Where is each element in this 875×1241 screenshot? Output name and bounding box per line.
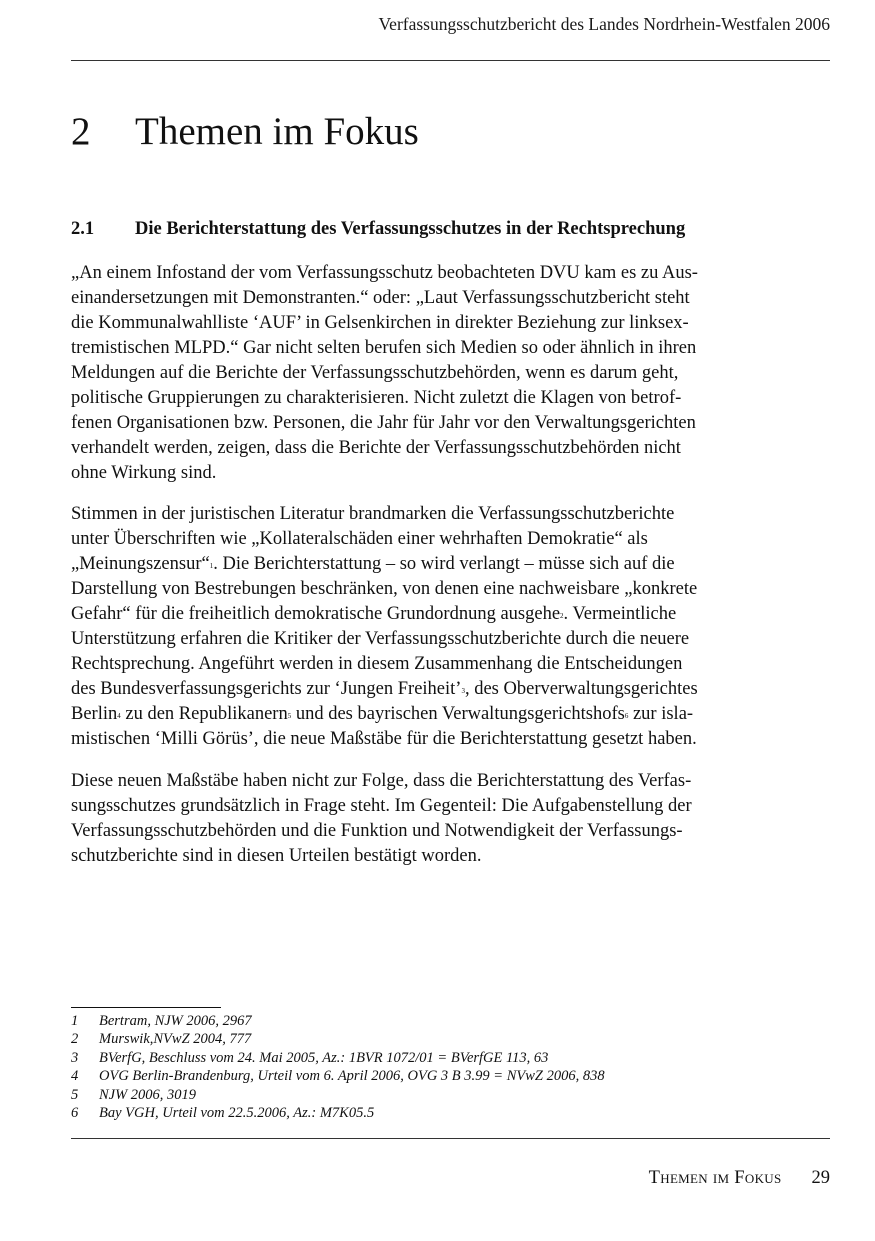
chapter-number: 2 <box>71 110 91 153</box>
footnote-number: 4 <box>71 1068 79 1085</box>
paragraph-1 <box>71 261 833 486</box>
section-heading <box>71 216 685 242</box>
footnote-number: 2 <box>71 1031 79 1048</box>
chapter-title: Themen im Fokus <box>135 110 419 153</box>
footnote <box>71 1049 831 1067</box>
footnote-number: 1 <box>71 1013 79 1029</box>
text-line: einandersetzungen mit Demonstranten.“ oder: „Laut Verfassungsschutzbericht steht <box>71 288 690 308</box>
footnote-text: NJW 2006, 3019 <box>99 1086 197 1103</box>
text-fragment: des Bundesverfassungsgerichts zur ‘Jungen Freiheit’ <box>71 679 462 699</box>
footnote-mark: 4 <box>117 711 121 720</box>
text-line: Darstellung von Bestrebungen beschränken, von denen eine nachweisbare „konkrete <box>71 579 698 599</box>
paragraph-2 <box>71 502 833 752</box>
footnote-mark: 1 <box>209 561 214 570</box>
footnote-text: BVerfG, Beschluss vom 24. Mai 2005, Az.: 1BVR 1072/01 = BVerfGE 113, 63 <box>99 1049 549 1066</box>
text-fragment: . Vermeintliche <box>563 604 677 624</box>
section-title: Die Berichterstattung des Verfassungsschutzes in der Rechtsprechung <box>135 219 686 239</box>
page-footer <box>649 1166 830 1190</box>
text-fragment: Berlin <box>71 704 118 724</box>
text-line <box>71 602 833 627</box>
footnote <box>71 1067 831 1085</box>
footnote-separator <box>71 1007 221 1008</box>
text-fragment: und des bayrischen Verwaltungsgerichtshofs <box>291 704 625 724</box>
text-line <box>71 702 833 727</box>
text-line: die Kommunalwahlliste ‘AUF’ in Gelsenkirchen in direkter Beziehung zur linksex- <box>71 313 689 333</box>
section-number: 2.1 <box>71 219 95 239</box>
text-line: schutzberichte sind in diesen Urteilen bestätigt worden. <box>71 846 482 866</box>
text-line: Diese neuen Maßstäbe haben nicht zur Folge, dass die Berichterstattung des Verfas- <box>71 771 692 791</box>
page-number: 29 <box>811 1168 830 1188</box>
chapter-heading <box>71 108 419 156</box>
footnote-text: OVG Berlin-Brandenburg, Urteil vom 6. April 2006, OVG 3 B 3.99 = NVwZ 2006, 838 <box>99 1068 605 1085</box>
text-fragment: zu den Republikanern <box>120 704 288 724</box>
header-rule <box>71 60 830 61</box>
text-line <box>71 552 833 577</box>
text-fragment: . Die Berichterstattung – so wird verlangt – müsse sich auf die <box>213 554 675 574</box>
text-line: fenen Organisationen bzw. Personen, die Jahr für Jahr vor den Verwaltungsgerichten <box>71 413 696 433</box>
text-line: tremistischen MLPD.“ Gar nicht selten berufen sich Medien so oder ähnlich in ihren <box>71 338 697 358</box>
footnote <box>71 1104 831 1122</box>
footnote-mark: 2 <box>560 611 564 620</box>
text-line: sungsschutzes grundsätzlich in Frage steht. Im Gegenteil: Die Aufgabenstellung der <box>71 796 692 816</box>
footnote <box>71 1086 831 1104</box>
footnote-number: 3 <box>71 1049 79 1066</box>
text-line: Meldungen auf die Berichte der Verfassungsschutzbehörden, wenn es darum geht, <box>71 363 679 383</box>
footnote-text: Bay VGH, Urteil vom 22.5.2006, Az.: M7K05.5 <box>99 1105 375 1122</box>
text-line: Rechtsprechung. Angeführt werden in diesem Zusammenhang die Entscheidungen <box>71 654 683 674</box>
text-line: Unterstützung erfahren die Kritiker der Verfassungsschutzberichte durch die neuere <box>71 629 690 649</box>
text-line: politische Gruppierungen zu charakterisieren. Nicht zuletzt die Klagen von betrof- <box>71 388 682 408</box>
text-line: „An einem Infostand der vom Verfassungsschutz beobachteten DVU kam es zu Aus- <box>71 263 698 283</box>
text-line: ohne Wirkung sind. <box>71 463 217 483</box>
text-fragment: , des Oberverwaltungsgerichtes <box>464 679 698 699</box>
footnote-mark: 5 <box>287 711 292 720</box>
running-footer-title: Themen im Fokus <box>648 1168 782 1188</box>
footnote-list <box>71 1012 831 1122</box>
text-line: unter Überschriften wie „Kollateralschäden einer wehrhaften Demokratie“ als <box>71 529 648 549</box>
text-line: Stimmen in der juristischen Literatur brandmarken die Verfassungsschutzberichte <box>71 504 675 524</box>
footer-rule <box>71 1138 830 1139</box>
text-fragment: zur isla- <box>628 704 694 724</box>
paragraph-3 <box>71 769 833 869</box>
footnote-number: 6 <box>71 1105 79 1122</box>
footnote <box>71 1012 831 1030</box>
text-fragment: „Meinungszensur“ <box>71 554 210 574</box>
footnote-text: Murswik,NVwZ 2004, 777 <box>99 1031 252 1048</box>
footnote <box>71 1030 831 1048</box>
text-line <box>71 677 833 702</box>
text-fragment: Gefahr“ für die freiheitlich demokratische Grundordnung ausgehe <box>71 604 561 624</box>
text-line: Verfassungsschutzbehörden und die Funktion und Notwendigkeit der Verfassungs- <box>71 821 683 841</box>
footnote-number: 5 <box>71 1086 79 1103</box>
footnote-mark: 3 <box>461 686 465 695</box>
text-line: verhandelt werden, zeigen, dass die Berichte der Verfassungsschutzbehörden nicht <box>71 438 681 458</box>
footnote-text: Bertram, NJW 2006, 2967 <box>99 1013 252 1029</box>
footnote-mark: 6 <box>624 711 629 720</box>
running-header: Verfassungsschutzbericht des Landes Nordrhein-Westfalen 2006 <box>378 14 830 34</box>
text-line: mistischen ‘Milli Görüs’, die neue Maßstäbe für die Berichterstattung gesetzt haben. <box>71 729 697 749</box>
